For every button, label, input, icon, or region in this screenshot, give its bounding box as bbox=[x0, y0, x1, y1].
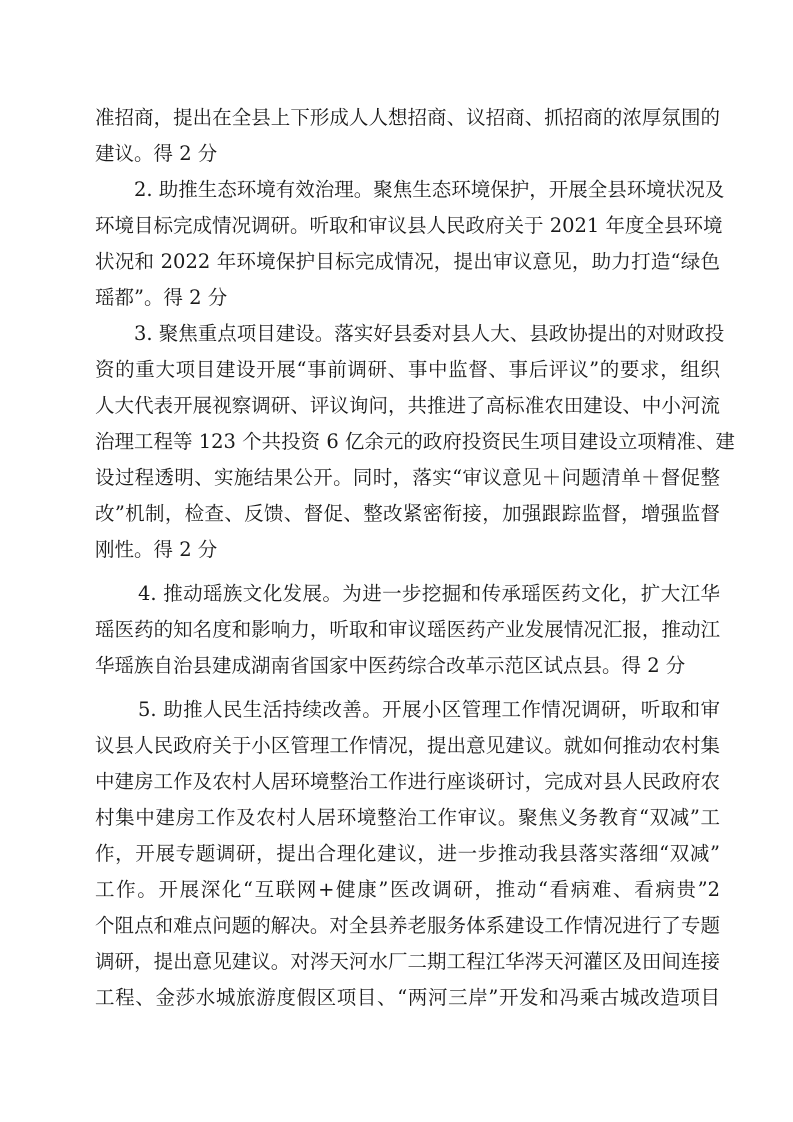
text-line: 工作。开展深化“互联网+健康”医改调研，推动“看病难、看病贵”2 bbox=[95, 878, 720, 901]
text-line: 个阻点和难点问题的解决。对全县养老服务体系建设工作情况进行了专题 bbox=[95, 914, 720, 937]
text-line: 村集中建房工作及农村人居环境整治工作审议。聚焦义务教育“双减”工 bbox=[95, 806, 720, 829]
text-line: 中建房工作及农村人居环境整治工作进行座谈研讨，完成对县人民政府农 bbox=[95, 770, 720, 793]
text-line: 治理工程等 123 个共投资 6 亿余元的政府投资民生项目建设立项精准、建 bbox=[95, 430, 735, 453]
text-line: 改”机制，检查、反馈、督促、整改紧密衔接，加强跟踪监督，增强监督 bbox=[95, 502, 720, 525]
text-line: 准招商，提出在全县上下形成人人想招商、议招商、抓招商的浓厚氛围的 bbox=[95, 106, 720, 129]
text-line: 资的重大项目建设开展“事前调研、事中监督、事后评议”的要求，组织 bbox=[95, 358, 720, 381]
text-line: 建议。得 2 分 bbox=[95, 142, 218, 165]
text-line: 2. 助推生态环境有效治理。聚焦生态环境保护，开展全县环境状况及 bbox=[134, 178, 725, 201]
text-line: 瑶医药的知名度和影响力，听取和审议瑶医药产业发展情况汇报，推动江 bbox=[95, 618, 720, 641]
text-line: 设过程透明、实施结果公开。同时，落实“审议意见＋问题清单＋督促整 bbox=[95, 466, 720, 489]
text-line: 状况和 2022 年环境保护目标完成情况，提出审议意见，助力打造“绿色 bbox=[95, 250, 720, 273]
text-line: 作，开展专题调研，提出合理化建议，进一步推动我县落实落细“双减” bbox=[95, 842, 720, 865]
text-line: 华瑶族自治县建成湖南省国家中医药综合改革示范区试点县。得 2 分 bbox=[95, 654, 686, 677]
text-line: 工程、金莎水城旅游度假区项目、“两河三岸”开发和冯乘古城改造项目 bbox=[95, 986, 720, 1009]
text-line: 议县人民政府关于小区管理工作情况，提出意见建议。就如何推动农村集 bbox=[95, 734, 720, 757]
text-line: 3. 聚焦重点项目建设。落实好县委对县人大、县政协提出的对财政投 bbox=[134, 322, 725, 345]
text-line: 人大代表开展视察调研、评议询问，共推进了高标准农田建设、中小河流 bbox=[95, 394, 720, 417]
text-line: 瑶都”。得 2 分 bbox=[95, 286, 228, 309]
text-line: 4. 推动瑶族文化发展。为进一步挖掘和传承瑶医药文化，扩大江华 bbox=[138, 582, 720, 605]
text-line: 环境目标完成情况调研。听取和审议县人民政府关于 2021 年度全县环境 bbox=[95, 214, 723, 237]
text-line: 5. 助推人民生活持续改善。开展小区管理工作情况调研，听取和审 bbox=[138, 698, 720, 721]
text-line: 刚性。得 2 分 bbox=[95, 538, 218, 561]
text-line: 调研，提出意见建议。对涔天河水厂二期工程江华涔天河灌区及田间连接 bbox=[95, 950, 720, 973]
